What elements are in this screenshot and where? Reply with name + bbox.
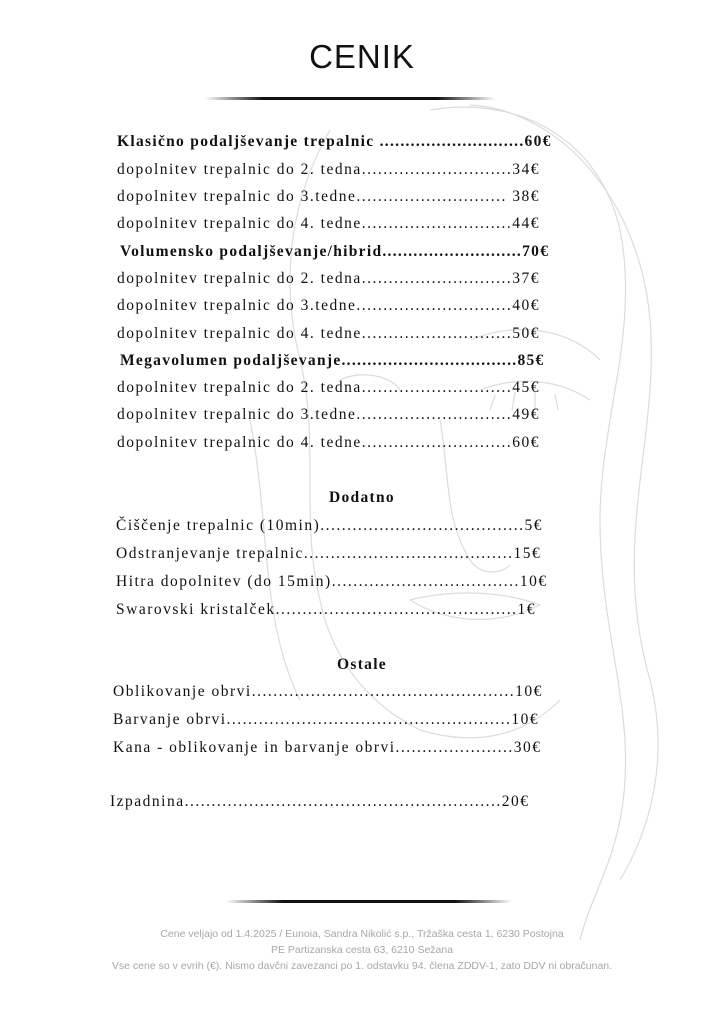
price-line: dopolnitev trepalnic do 2. tedna............................37€	[117, 270, 540, 287]
price-line: dopolnitev trepalnic do 4. tedne............................60€	[117, 434, 540, 451]
footer-line-2: PE Partizanska cesta 63, 6210 Sežana	[270, 944, 454, 956]
footer-line-3: Vse cene so v evrih (€). Nismo davčni zavezanci po 1. odstavku 94. člena ZDDV-1, zato DDV ni obračunan.	[111, 960, 613, 972]
footer-note	[100, 926, 624, 974]
section-heading-ostale: Ostale	[337, 656, 387, 673]
footer-line-1: Cene veljajo od 1.4.2025 / Eunoia, Sandra Nikolić s.p., Tržaška cesta 1, 6230 Postojna	[160, 928, 564, 940]
top-divider	[205, 97, 495, 100]
price-line: dopolnitev trepalnic do 4. tedne............................44€	[117, 215, 540, 232]
section-heading-dodatno: Dodatno	[329, 489, 395, 506]
ostale-item: Barvanje obrvi.....................................................10€	[113, 711, 540, 728]
dodatno-item: Čiščenje trepalnic (10min)......................................5€	[116, 517, 544, 534]
price-line: Megavolumen podaljševanje..................................85€	[120, 352, 545, 369]
price-line: dopolnitev trepalnic do 3.tedne.............................40€	[117, 297, 540, 314]
dodatno-item: Swarovski kristalček.............................................1€	[116, 601, 536, 618]
bottom-divider	[226, 900, 512, 903]
page-title: CENIK	[309, 38, 415, 75]
izpadnina-line: Izpadnina...........................................................20€	[110, 793, 530, 810]
ostale-item: Oblikovanje obrvi.................................................10€	[113, 683, 543, 700]
ostale-item: Kana - oblikovanje in barvanje obrvi......................30€	[113, 739, 542, 756]
price-line: Klasično podaljševanje trepalnic ............................60€	[117, 133, 552, 150]
price-line: dopolnitev trepalnic do 2. tedna............................34€	[117, 161, 540, 178]
price-line: Volumensko podaljševanje/hibrid...........................70€	[120, 243, 550, 260]
dodatno-item: Hitra dopolnitev (do 15min)...................................10€	[116, 573, 548, 590]
price-line: dopolnitev trepalnic do 2. tedna............................45€	[117, 379, 540, 396]
price-line: dopolnitev trepalnic do 3.tedne.............................49€	[117, 406, 540, 423]
price-line: dopolnitev trepalnic do 4. tedne............................50€	[117, 325, 540, 342]
price-line: dopolnitev trepalnic do 3.tedne............................ 38€	[117, 188, 540, 205]
dodatno-item: Odstranjevanje trepalnic.......................................15€	[116, 545, 542, 562]
